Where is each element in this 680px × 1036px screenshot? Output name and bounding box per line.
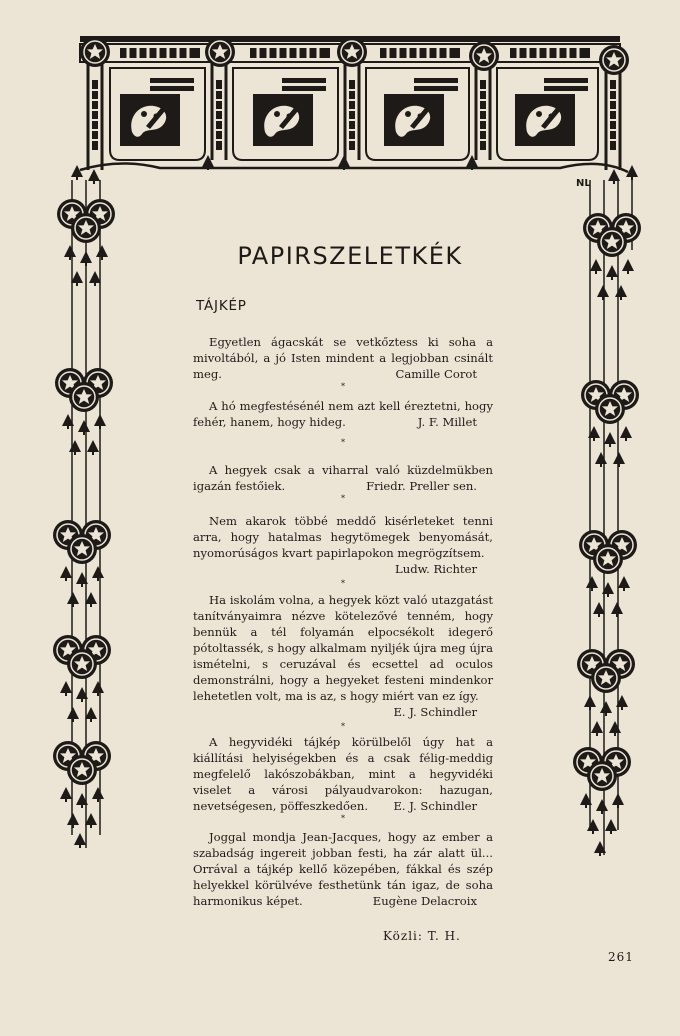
quote-author: Ludw. Richter	[395, 562, 477, 576]
quote-text: A hegyvidéki tájkép körülbelől úgy hat a kiállítási helyiségekben és a csak félig-meddig megfelelő lakószobákban, mint a hegyvidéki viselet a városi pályaudvarokon: hazugan, nevetségesen, pöffeszkedően.	[193, 735, 493, 813]
page-number: 261	[608, 950, 634, 964]
quote-author: J. F. Millet	[417, 415, 477, 429]
quote-block	[193, 462, 493, 504]
section-subtitle: TÁJKÉP	[196, 298, 247, 314]
quote-block	[193, 513, 493, 589]
quote-text: A hegyek csak a viharral való küzdelmükben igazán festőiek.	[193, 463, 493, 493]
artist-monogram: NL	[576, 178, 591, 189]
quote-text: Nem akarok többé meddő kisérleteket tenni arra, hogy hatalmas hegytömegek benyomását, nyomorúságos kvart papirlapokon megrögzítsem.	[193, 514, 493, 560]
quote-block	[193, 334, 493, 392]
page-title: PAPIRSZELETKÉK	[237, 242, 463, 270]
separator-asterisk: *	[341, 494, 345, 503]
separator-asterisk: *	[341, 579, 345, 588]
quote-author: Eugène Delacroix	[372, 894, 477, 908]
quote-block	[193, 829, 493, 909]
quote-text: Ha iskolám volna, a hegyek közt való utazgatást tanítványaimra nézve kötelezővé tenném, hogy bennük a tél folyamán elpocsékolt idegerő pótoltassék, s hogy alkalmam nyiljék újra meg újra ismételni, s ceruzával és ecsettel ad oculos demonstrálni, hogy a hegyeket festeni mindenkor lehetetlen volt, ma is az, s hogy miért van ez így.	[193, 593, 493, 703]
separator-asterisk: *	[341, 438, 345, 447]
quote-author: E. J. Schindler	[393, 799, 477, 813]
quote-text: A hó megfestésénél nem azt kell éreztetni, hogy fehér, hanem, hogy hideg.	[193, 399, 493, 429]
quote-block	[193, 592, 493, 732]
quote-text: Joggal mondja Jean-Jacques, hogy az ember a szabadság ingereit jobban festi, ha zár alatt ül... Orrával a tájkép kellő közepében, fákkal és szép helyekkel körülvéve festhetünk tán igaz, de soha harmonikus képet.	[193, 830, 493, 908]
quote-author: Camille Corot	[395, 367, 477, 381]
credit-line: Közli: T. H.	[383, 929, 461, 943]
separator-asterisk: *	[341, 382, 345, 391]
quote-block	[193, 734, 493, 824]
separator-asterisk: *	[341, 722, 345, 731]
quote-text: Egyetlen ágacskát se vetkőztess ki soha a mivoltából, a jó Isten mindent a legjobban csinált meg.	[193, 335, 493, 381]
quote-block	[193, 398, 493, 448]
quote-author: Friedr. Preller sen.	[366, 479, 477, 493]
separator-asterisk: *	[341, 814, 345, 823]
quote-author: E. J. Schindler	[393, 705, 477, 719]
